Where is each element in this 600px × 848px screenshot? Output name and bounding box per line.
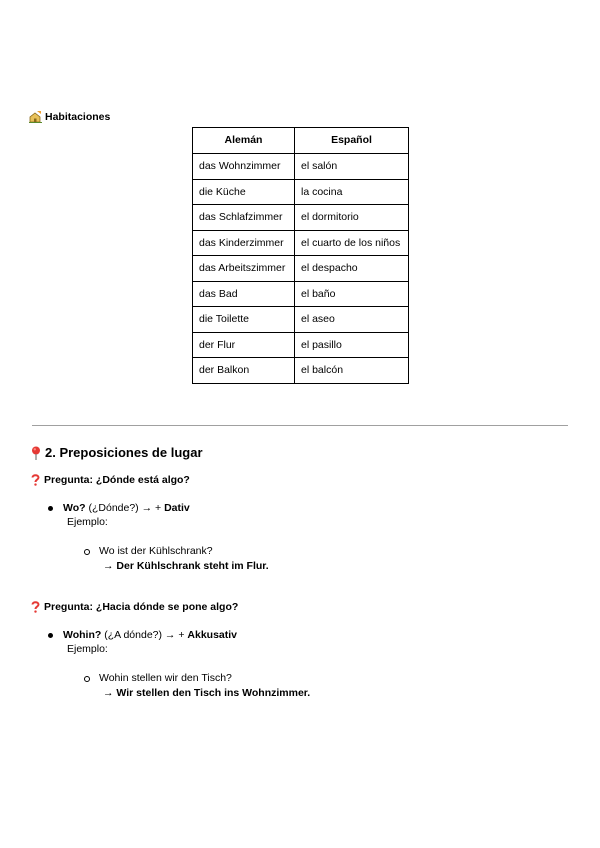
- example-label: Ejemplo:: [67, 643, 108, 655]
- table-row: [193, 281, 409, 307]
- vocabulary-table: [192, 127, 409, 384]
- table-cell: das Kinderzimmer: [193, 230, 295, 256]
- sub-bullet-circle: [84, 676, 90, 682]
- table-cell: el baño: [295, 281, 409, 307]
- table-row: [193, 358, 409, 384]
- bullet-dot: [48, 506, 53, 511]
- question-title: Pregunta: ¿Hacia dónde se pone algo?: [44, 601, 239, 613]
- red-question-mark-icon: [31, 474, 40, 486]
- section-heading: [31, 445, 203, 460]
- table-row: [193, 154, 409, 180]
- column-header: Español: [295, 128, 409, 154]
- habitaciones-heading: [29, 110, 110, 123]
- table-row: [193, 205, 409, 231]
- bullet-dot: [48, 633, 53, 638]
- question-translation: (¿A dónde?) → +: [101, 629, 188, 641]
- question-translation: (¿Dónde?) → +: [85, 502, 165, 514]
- table-cell: das Wohnzimmer: [193, 154, 295, 180]
- bullet-text: [63, 629, 237, 641]
- red-pin-icon: [31, 446, 41, 460]
- red-question-mark-icon: [31, 601, 40, 613]
- table-cell: el cuarto de los niños: [295, 230, 409, 256]
- table-cell: el aseo: [295, 307, 409, 333]
- horizontal-divider: [32, 425, 568, 426]
- grammar-case: Akkusativ: [187, 629, 237, 641]
- table-cell: la cocina: [295, 179, 409, 205]
- table-cell: el pasillo: [295, 332, 409, 358]
- table-row: [193, 179, 409, 205]
- question-heading: [31, 474, 190, 486]
- example-answer: → Der Kühlschrank steht im Flur.: [103, 560, 269, 572]
- question-title: Pregunta: ¿Dónde está algo?: [44, 474, 190, 486]
- table-row: [193, 307, 409, 333]
- column-header: Alemán: [193, 128, 295, 154]
- table-cell: das Schlafzimmer: [193, 205, 295, 231]
- table-cell: die Toilette: [193, 307, 295, 333]
- question-word: Wo?: [63, 502, 86, 514]
- table-cell: der Balkon: [193, 358, 295, 384]
- section-title: 2. Preposiciones de lugar: [45, 445, 203, 460]
- example-answer: → Wir stellen den Tisch ins Wohnzimmer.: [103, 687, 311, 699]
- table-row: [193, 332, 409, 358]
- table-row: [193, 230, 409, 256]
- table-cell: el despacho: [295, 256, 409, 282]
- table-cell: der Flur: [193, 332, 295, 358]
- question-heading: [31, 601, 238, 613]
- example-question: Wo ist der Kühlschrank?: [99, 545, 213, 557]
- table-cell: el salón: [295, 154, 409, 180]
- habitaciones-title: Habitaciones: [45, 110, 111, 123]
- sub-bullet-circle: [84, 549, 90, 555]
- table-cell: el dormitorio: [295, 205, 409, 231]
- grammar-case: Dativ: [164, 502, 190, 514]
- table-cell: das Arbeitszimmer: [193, 256, 295, 282]
- table-cell: das Bad: [193, 281, 295, 307]
- table-row: [193, 256, 409, 282]
- table-cell: die Küche: [193, 179, 295, 205]
- question-word: Wohin?: [63, 629, 102, 641]
- bullet-text: [63, 502, 190, 514]
- example-question: Wohin stellen wir den Tisch?: [99, 672, 232, 684]
- example-label: Ejemplo:: [67, 516, 108, 528]
- house-construction-icon: [29, 110, 42, 123]
- table-header-row: [193, 128, 409, 154]
- table-cell: el balcón: [295, 358, 409, 384]
